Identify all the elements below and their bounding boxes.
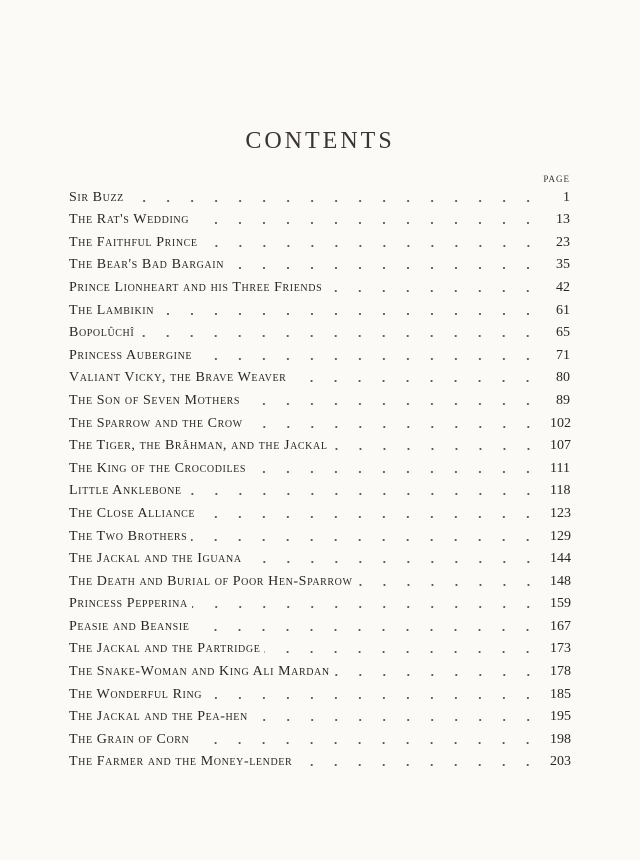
toc-entry (69, 567, 570, 590)
dot-leader (138, 327, 540, 339)
toc-entry-title: The Close Alliance (69, 506, 199, 522)
dot-leader (191, 531, 540, 543)
toc-entry (69, 319, 570, 342)
toc-entry (69, 432, 570, 455)
toc-entry (69, 635, 570, 658)
toc-entry-title: Peasie and Beansie (69, 619, 193, 635)
toc-entry-title: Valiant Vicky, the Brave Weaver (69, 370, 290, 386)
toc-entry-page-number: 198 (550, 731, 571, 747)
toc-entry (69, 296, 570, 319)
dot-leader (247, 418, 540, 430)
dot-leader (332, 440, 540, 452)
toc-entry (69, 183, 570, 206)
toc-entry-title: The Sparrow and the Crow (69, 416, 247, 432)
toc-entry-page-number: 111 (550, 460, 570, 476)
toc-entry-title: The Son of Seven Mothers (69, 393, 244, 409)
toc-entry-page-number: 23 (556, 234, 570, 250)
toc-entry (69, 364, 570, 387)
toc-entry (69, 409, 570, 432)
toc-entry-title: Little Anklebone (69, 483, 186, 499)
toc-entry-page-number: 123 (550, 505, 571, 521)
toc-entry-title: The Faithful Prince (69, 235, 202, 251)
dot-leader (196, 350, 540, 362)
toc-entry (69, 454, 570, 477)
toc-entry-page-number: 13 (556, 212, 570, 228)
dot-leader (199, 508, 540, 520)
toc-entry (69, 273, 570, 296)
toc-entry-title: Sir Buzz (69, 190, 128, 206)
toc-entry (69, 522, 570, 545)
toc-entry (69, 477, 570, 500)
toc-entry-title: Princess Pepperina (69, 596, 192, 612)
toc-entry-page-number: 118 (550, 483, 571, 499)
dot-leader (128, 192, 540, 204)
toc-entry-page-number: 129 (550, 528, 571, 544)
toc-entry-title: Bopolûchî (69, 325, 138, 341)
toc-entry-page-number: 195 (550, 709, 571, 725)
toc-entry-page-number: 173 (550, 641, 571, 657)
dot-leader (206, 689, 540, 701)
dot-leader (264, 643, 540, 655)
toc-entry-page-number: 159 (550, 596, 571, 612)
toc-entry-title: Princess Aubergine (69, 348, 196, 364)
toc-entry-title: The Rat's Wedding (69, 212, 193, 228)
toc-entry-page-number: 178 (550, 664, 571, 680)
toc-entry-title: The Bear's Bad Bargain (69, 257, 228, 273)
dot-leader (228, 259, 540, 271)
dot-leader (192, 598, 540, 610)
toc-entry-page-number: 35 (556, 257, 570, 273)
dot-leader (252, 711, 540, 723)
toc-entry-page-number: 107 (550, 438, 571, 454)
toc-entry (69, 499, 570, 522)
toc-entry-page-number: 167 (550, 618, 571, 634)
toc-entry (69, 748, 570, 771)
toc-entry-title: Prince Lionheart and his Three Friends (69, 280, 326, 296)
dot-leader (202, 237, 540, 249)
toc-entry-title: The Tiger, the Brâhman, and the Jackal (69, 438, 332, 454)
toc-entry-title: The Jackal and the Partridge (69, 641, 264, 657)
dot-leader (193, 734, 540, 746)
dot-leader (290, 372, 540, 384)
toc-entry-page-number: 61 (556, 302, 570, 318)
dot-leader (326, 282, 540, 294)
toc-entry-page-number: 1 (563, 189, 570, 205)
toc-entry (69, 680, 570, 703)
dot-leader (158, 305, 540, 317)
dot-leader (193, 214, 540, 226)
dot-leader (296, 756, 540, 768)
toc-entry (69, 657, 570, 680)
toc-entry-title: The Snake-Woman and King Ali Mardan (69, 664, 334, 680)
toc-entry-page-number: 185 (550, 686, 571, 702)
toc-entry-page-number: 89 (556, 392, 570, 408)
toc-entry-page-number: 102 (550, 415, 571, 431)
contents-heading: CONTENTS (245, 128, 395, 154)
toc-entry (69, 590, 570, 613)
toc-entry-title: The Farmer and the Money-lender (69, 754, 296, 770)
toc-entry (69, 386, 570, 409)
toc-entry-title: The Jackal and the Iguana (69, 551, 246, 567)
toc-entry (69, 612, 570, 635)
toc-entry (69, 206, 570, 229)
toc-entry-title: The King of the Crocodiles (69, 461, 250, 477)
dot-leader (246, 553, 540, 565)
toc-entry-page-number: 65 (556, 325, 570, 341)
dot-leader (357, 576, 540, 588)
toc-entry (69, 703, 570, 726)
toc-entry (69, 341, 570, 364)
toc-entry-page-number: 203 (550, 754, 571, 770)
toc-entry (69, 545, 570, 568)
toc-entry-title: The Death and Burial of Poor Hen-Sparrow (69, 574, 357, 590)
toc-entry (69, 228, 570, 251)
toc-entry-page-number: 144 (550, 551, 571, 567)
toc-entry-title: The Grain of Corn (69, 732, 193, 748)
dot-leader (334, 666, 540, 678)
toc-entry-page-number: 80 (556, 370, 570, 386)
dot-leader (193, 621, 540, 633)
toc-entry-page-number: 71 (556, 347, 570, 363)
toc-entry-title: The Two Brothers (69, 529, 191, 545)
toc-entry (69, 251, 570, 274)
dot-leader (244, 395, 540, 407)
dot-leader (186, 485, 540, 497)
toc-entry-page-number: 148 (550, 573, 571, 589)
dot-leader (250, 463, 540, 475)
toc-entry-title: The Jackal and the Pea-hen (69, 709, 252, 725)
toc-entry-title: The Lambikin (69, 303, 158, 319)
toc-entry-title: The Wonderful Ring (69, 687, 206, 703)
toc-entry-page-number: 42 (556, 279, 570, 295)
table-of-contents (69, 183, 570, 770)
toc-entry (69, 725, 570, 748)
page-column-header: PAGE (543, 174, 570, 184)
